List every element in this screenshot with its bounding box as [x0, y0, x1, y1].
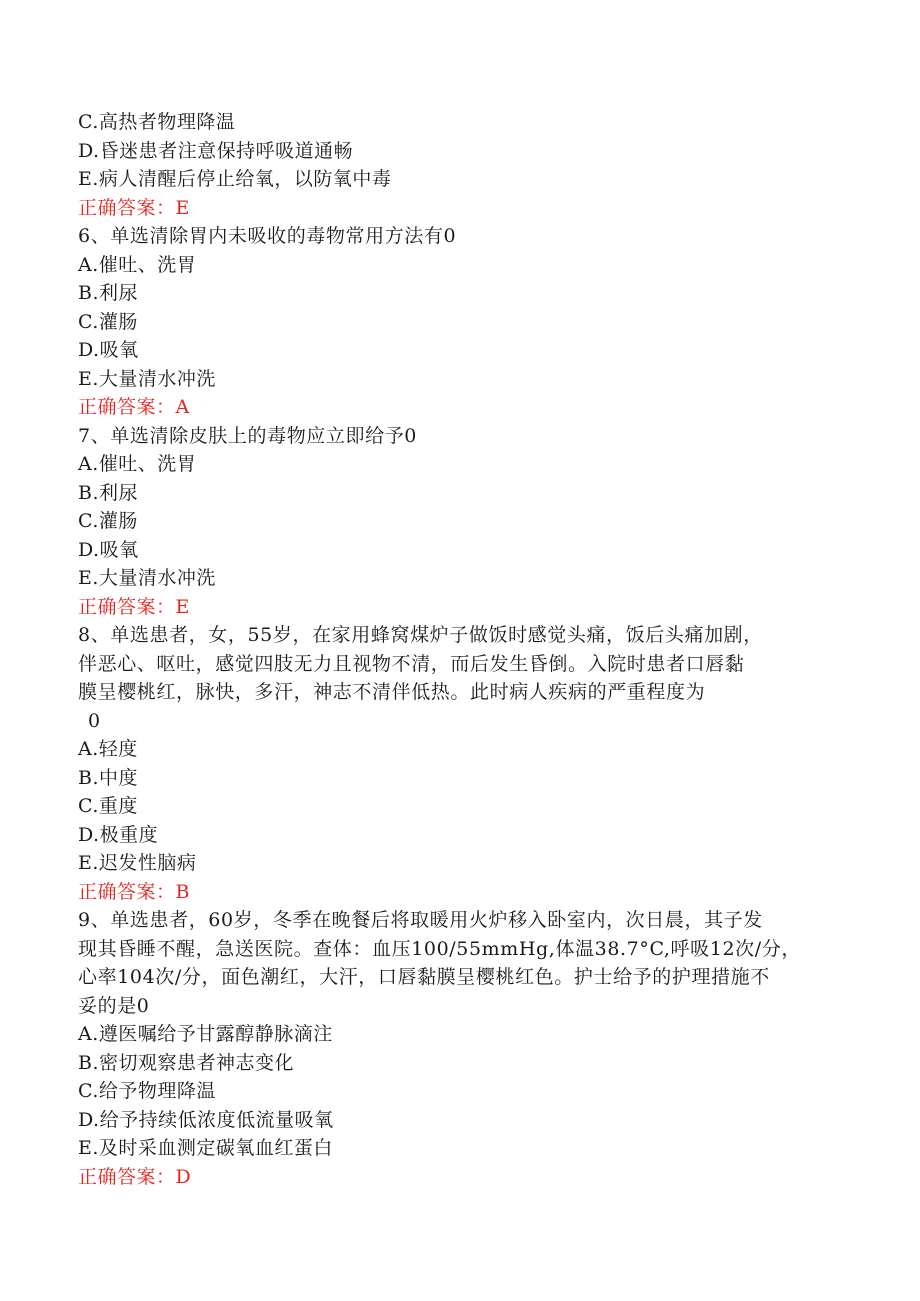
question-text-line: 8、单选患者，女，55岁，在家用蜂窝煤炉子做饭时感觉头痛，饭后头痛加剧， — [78, 624, 763, 646]
question-text-line: 妥的是0 — [78, 994, 150, 1017]
question-text-line: 伴恶心、呕吐，感觉四肢无力且视物不清，而后发生昏倒。入院时患者口唇黏 — [78, 652, 745, 675]
question-text-line: 7、单选清除皮肤上的毒物应立即给予0 — [78, 424, 417, 447]
answer-option: E.病人清醒后停止给氧，以防氧中毒 — [78, 168, 392, 190]
answer-option: C.灌肠 — [78, 310, 138, 333]
answer-option: E.迟发性脑病 — [78, 852, 197, 874]
question-text-line: 9、单选患者，60岁，冬季在晚餐后将取暖用火炉移入卧室内，次日晨，其子发 — [78, 909, 763, 931]
answer-option: E.大量清水冲洗 — [78, 567, 216, 589]
answer-option: C.给予物理降温 — [78, 1080, 216, 1102]
answer-option: B.中度 — [78, 766, 139, 789]
answer-option: A.遵医嘱给予甘露醇静脉滴注 — [78, 1023, 333, 1045]
correct-answer: 正确答案：B — [78, 880, 190, 903]
correct-answer: 正确答案：D — [78, 1165, 192, 1188]
answer-option: C.高热者物理降温 — [78, 111, 236, 133]
answer-option: B.密切观察患者神志变化 — [78, 1051, 295, 1074]
answer-option: B.利尿 — [78, 481, 139, 504]
answer-option: E.大量清水冲洗 — [78, 367, 216, 390]
answer-option: A.催吐、洗胃 — [78, 453, 197, 475]
question-text-line: 心率104次/分，面色潮红，大汗，口唇黏膜呈樱桃红色。护士给予的护理措施不 — [78, 966, 770, 988]
answer-option: A.轻度 — [78, 738, 138, 760]
answer-option: D.吸氧 — [78, 538, 139, 561]
answer-option: C.灌肠 — [78, 510, 138, 532]
correct-answer: 正确答案：E — [78, 595, 190, 618]
correct-answer: 正确答案：A — [78, 396, 190, 418]
question-text-line: 6、单选清除胃内未吸收的毒物常用方法有0 — [78, 225, 457, 247]
answer-option: E.及时采血测定碳氧血红蛋白 — [78, 1137, 333, 1159]
question-text-line: 膜呈樱桃红，脉快，多汗，神志不清伴低热。此时病人疾病的严重程度为 — [78, 681, 706, 703]
answer-option: A.催吐、洗胃 — [78, 253, 197, 276]
correct-answer: 正确答案：E — [78, 196, 190, 219]
answer-option: D.昏迷患者注意保持呼吸道通畅 — [78, 139, 354, 162]
question-text-line: 现其昏睡不醒，急送医院。查体：血压100/55mmHg,体温38.7°C,呼吸12次/分， — [78, 937, 801, 960]
answer-option: B.利尿 — [78, 282, 139, 304]
answer-option: D.给予持续低浓度低流量吸氧 — [78, 1108, 334, 1131]
document-content — [78, 108, 848, 1191]
answer-option: D.极重度 — [78, 823, 159, 846]
question-text-line: 0 — [88, 709, 101, 732]
answer-option: C.重度 — [78, 795, 138, 817]
answer-option: D.吸氧 — [78, 339, 139, 361]
